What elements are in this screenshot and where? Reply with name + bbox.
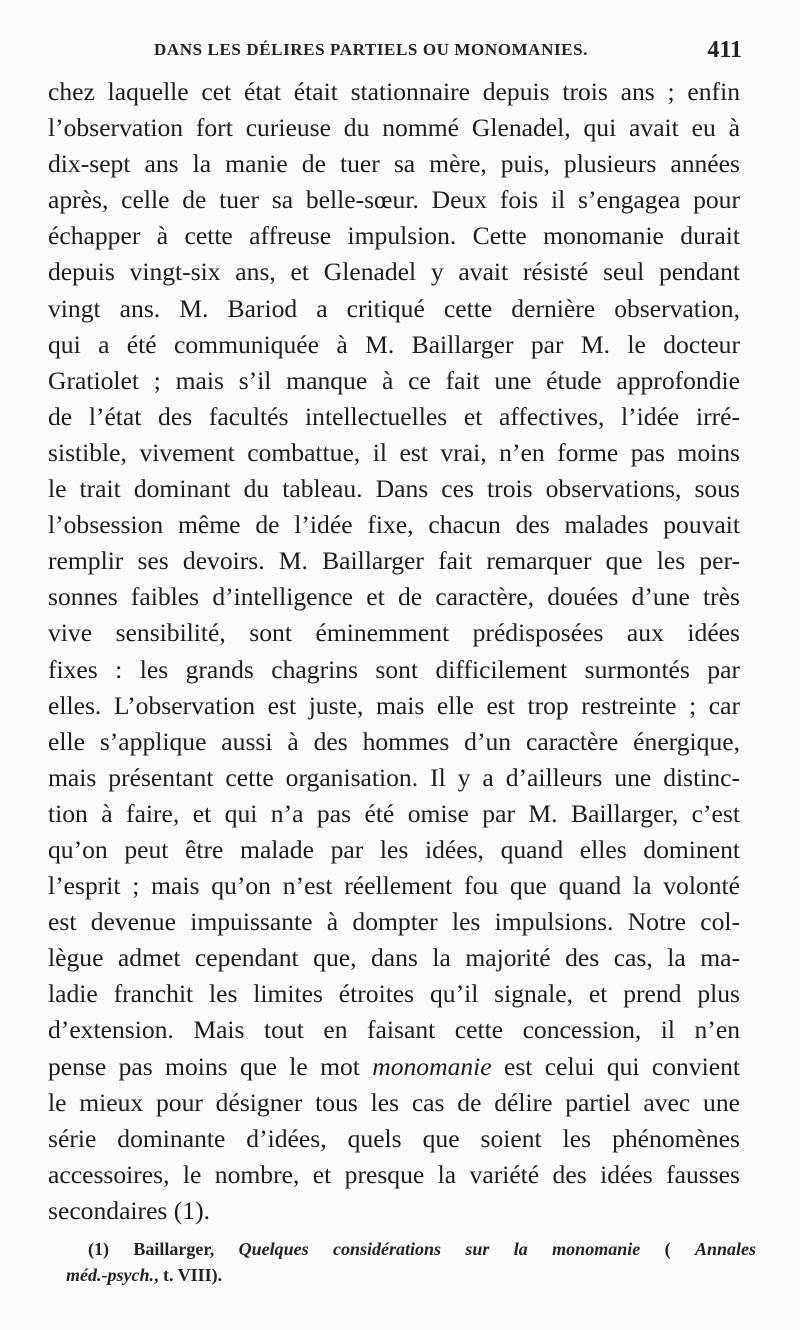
text-line: le trait dominant du tableau. Dans ces trois observations, sous xyxy=(48,474,740,504)
text-line: vive sensibilité, sont éminemment prédisposées aux idées xyxy=(48,618,740,648)
footnote-line xyxy=(66,1262,756,1288)
footnote-paren: ( xyxy=(640,1239,695,1259)
text-line: qui a été communiquée à M. Baillarger par M. le docteur xyxy=(48,329,740,359)
footnote-journal-abbrev: méd.-psych. xyxy=(66,1265,154,1285)
text-line: Gratiolet ; mais s’il manque à ce fait une étude approfondie xyxy=(48,365,740,395)
text-line: mais présentant cette organisation. Il y a d’ailleurs une distinc- xyxy=(48,762,740,792)
running-title: DANS LES DÉLIRES PARTIELS OU MONOMANIES. xyxy=(154,40,589,59)
text-line: le mieux pour désigner tous les cas de délire partiel avec une xyxy=(48,1087,740,1117)
text-line: elles. L’observation est juste, mais elle est trop restreinte ; car xyxy=(48,690,740,720)
text-line: tion à faire, et qui n’a pas été omise par M. Baillarger, c’est xyxy=(48,798,740,828)
text-segment: est celui qui convient xyxy=(491,1051,740,1081)
body-text xyxy=(48,74,740,1229)
running-head xyxy=(60,34,742,66)
text-line: elle s’applique aussi à des hommes d’un caractère énergique, xyxy=(48,726,740,756)
text-line: sonnes faibles d’intelligence et de caractère, douées d’une très xyxy=(48,582,740,612)
text-line: l’esprit ; mais qu’on n’est réellement fou que quand la volonté xyxy=(48,871,740,901)
footnote-line xyxy=(88,1236,756,1262)
text-line: après, celle de tuer sa belle-sœur. Deux fois il s’engagea pour xyxy=(48,185,740,215)
page-number: 411 xyxy=(707,36,742,63)
text-line: chez laquelle cet état était stationnaire depuis trois ans ; enfin xyxy=(48,77,740,106)
text-line: dix-sept ans la manie de tuer sa mère, puis, plusieurs années xyxy=(48,149,740,179)
text-line: sistible, vivement combattue, il est vrai, n’en forme pas moins xyxy=(48,437,740,467)
footnote-marker: (1) xyxy=(88,1239,109,1259)
text-line: l’obsession même de l’idée fixe, chacun des malades pouvait xyxy=(48,510,740,540)
text-line: série dominante d’idées, quels que soient les phénomènes xyxy=(48,1123,740,1153)
text-line: de l’état des facultés intellectuelles et affectives, l’idée irré- xyxy=(48,401,740,431)
text-line: accessoires, le nombre, et presque la variété des idées fausses xyxy=(48,1159,740,1189)
text-line: vingt ans. M. Bariod a critiqué cette dernière observation, xyxy=(48,293,740,323)
text-line: lègue admet cependant que, dans la majorité des cas, la ma- xyxy=(48,943,740,973)
text-line: l’observation fort curieuse du nommé Glenadel, qui avait eu à xyxy=(48,113,740,143)
text-line: est devenue impuissante à dompter les impulsions. Notre col- xyxy=(48,907,740,937)
footnote-title: Quelques considérations sur la monomanie xyxy=(238,1239,641,1259)
text-line: fixes : les grands chagrins sont difficilement surmontés par xyxy=(48,654,740,684)
footnote-volume: , t. VIII). xyxy=(153,1265,223,1285)
footnote xyxy=(66,1236,756,1288)
text-line: échapper à cette affreuse impulsion. Cette monomanie durait xyxy=(48,221,740,251)
text-line: d’extension. Mais tout en faisant cette concession, il n’en xyxy=(48,1015,740,1045)
text-line: ladie franchit les limites étroites qu’il signale, et prend plus xyxy=(48,979,740,1009)
footnote-journal: Annales xyxy=(694,1239,756,1259)
text-line: remplir ses devoirs. M. Baillarger fait remarquer que les per- xyxy=(48,546,740,576)
text-line: qu’on peut être malade par les idées, quand elles dominent xyxy=(48,834,740,864)
text-line: secondaires (1). xyxy=(48,1195,211,1225)
italic-term: monomanie xyxy=(372,1051,492,1081)
text-line: depuis vingt-six ans, et Glenadel y avait résisté seul pendant xyxy=(48,257,740,287)
text-line xyxy=(48,1049,740,1085)
text-segment: pense pas moins que le mot xyxy=(48,1051,373,1081)
footnote-author: Baillarger, xyxy=(109,1239,239,1259)
